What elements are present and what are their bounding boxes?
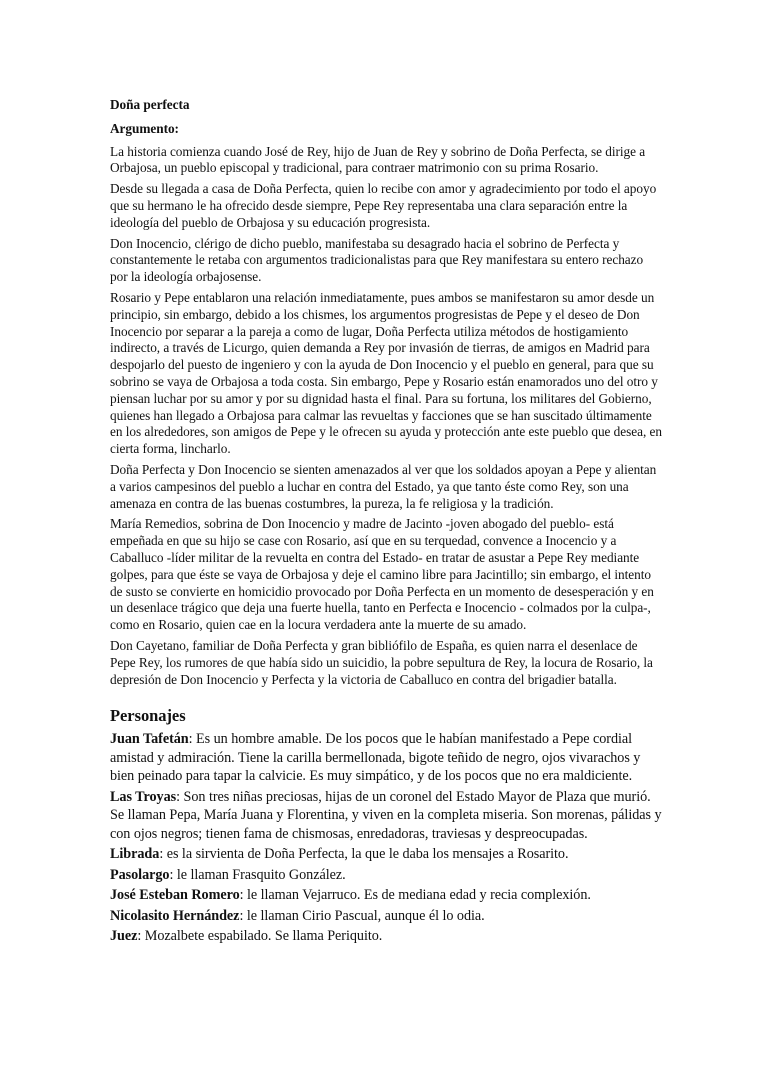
- character-description: : le llaman Frasquito González.: [169, 866, 346, 883]
- document-body: [110, 97, 662, 948]
- character-entry: [110, 866, 662, 885]
- character-description: : le llaman Vejarruco. Es de mediana edad y recia complexión.: [239, 887, 591, 904]
- paragraph: Doña Perfecta y Don Inocencio se sienten amenazados al ver que los soldados apoyan a Pepe y alientan a varios campesinos del pueblo a luchar en contra del Estado, ya que tanto éste como Rey, son una amenaza en contra de las buenas costumbres, la pureza, la fe religiosa y la tradición.: [110, 461, 657, 511]
- argument-label: Argumento:: [110, 120, 179, 136]
- character-name: Librada: [110, 846, 160, 863]
- paragraph: María Remedios, sobrina de Don Inocencio y madre de Jacinto -joven abogado del pueblo- está empeñada en que su hijo se case con Rosario, así que en su terquedad, convence a Inocencio y a Caballuco -líder militar de la revuelta en contra del Estado- en tratar de asustar a Pepe Rey mediante golpes, para que éste se vaya de Orbajosa y deje el camino libre para Jacintillo; sin embargo, el intento de susto se convierte en homicidio provocado por Doña Perfecta en un momento de desesperación y en un desenlace trágico que deja una fuerte huella, tanto en Perfecta e Inocencio - colmados por la culpa-, como en Rosario, quien cae en la locura verdadera ante la muerte de su amado.: [110, 516, 654, 633]
- paragraph: Don Cayetano, familiar de Doña Perfecta y gran bibliófilo de España, es quien narra el desenlace de Pepe Rey, los rumores de que había sido un suicidio, la pobre sepultura de Rey, la locura de Rosario, la depresión de Don Inocencio y Perfecta y la victoria de Caballuco en contra del brigadier batalla.: [110, 637, 653, 687]
- character-entry: [110, 907, 662, 926]
- character-description: : es la sirvienta de Doña Perfecta, la que le daba los mensajes a Rosarito.: [159, 846, 569, 863]
- character-name: Pasolargo: [110, 866, 170, 883]
- character-entry: [110, 730, 662, 786]
- character-entry: [110, 788, 662, 844]
- paragraph: Don Inocencio, clérigo de dicho pueblo, manifestaba su desagrado hacia el sobrino de Perfecta y constantemente le retaba con argumentos tradicionalistas para que Rey manifestara su entero rechazo por la ideología orbajosense.: [110, 235, 644, 285]
- document-title: Doña perfecta: [110, 97, 190, 112]
- character-entry: [110, 845, 662, 864]
- character-entry: [110, 927, 662, 946]
- character-entry: [110, 886, 662, 905]
- character-name: Nicolasito Hernández: [110, 907, 240, 924]
- character-name: José Esteban Romero: [110, 887, 240, 904]
- paragraph: Desde su llegada a casa de Doña Perfecta, quien lo recibe con amor y agradecimiento por todo el apoyo que su hermano le ha ofrecido desde siempre, Pepe Rey representaba una clara separación entre la ideología del pueblo de Orbajosa y su educación progresista.: [110, 181, 657, 230]
- paragraph: La historia comienza cuando José de Rey, hijo de Juan de Rey y sobrino de Doña Perfecta, se dirige a Orbajosa, un pueblo episcopal y tradicional, para contraer matrimonio con su prima Rosario.: [110, 143, 646, 176]
- character-name: Las Troyas: [110, 788, 177, 805]
- characters-heading: Personajes: [110, 706, 186, 726]
- character-description: : Mozalbete espabilado. Se llama Periquito.: [137, 928, 383, 945]
- character-name: Juez: [110, 928, 138, 945]
- character-description: : le llaman Cirio Pascual, aunque él lo odia.: [239, 907, 485, 924]
- character-description: : Son tres niñas preciosas, hijas de un coronel del Estado Mayor de Plaza que murió. Se llaman Pepa, María Juana y Florentina, y viven en la completa miseria. Son morenas, pálidas y con ojos negros; tienen fama de chismosas, enredadoras, traviesas y despreocupadas.: [110, 788, 662, 842]
- character-name: Juan Tafetán: [110, 731, 189, 748]
- character-description: : Es un hombre amable. De los pocos que le habían manifestado a Pepe cordial amistad y admiración. Tiene la carilla bermellonada, bigote teñido de negro, ojos vivarachos y bien peinado para tapar la calvicie. Es muy simpático, y de los pocos que no era maldiciente.: [110, 731, 641, 785]
- paragraph: Rosario y Pepe entablaron una relación inmediatamente, pues ambos se manifestaron su amor desde un principio, sin embargo, debido a los chismes, los argumentos progresistas de Pepe y el deseo de Don Inocencio por separar a la pareja a como de lugar, Doña Perfecta utiliza métodos de hostigamiento indirecto, a través de Licurgo, quien demanda a Rey por invasión de tierras, de amigos en Madrid para despojarlo del puesto de ingeniero y con la ayuda de Don Inocencio y el pueblo en general, para que su sobrino se vaya de Orbajosa a toda costa. Sin embargo, Pepe y Rosario están enamorados uno del otro y piensan luchar por su amor y por su dignidad hasta el final. Para su fortuna, los militares del Gobierno, quienes han llegado a Orbajosa para calmar las revueltas y facciones que se han suscitado últimamente en los alrededores, son amigos de Pepe y le ofrecen su ayuda y protección ante este pueblo que desea, en cierta forma, lincharlo.: [110, 289, 662, 457]
